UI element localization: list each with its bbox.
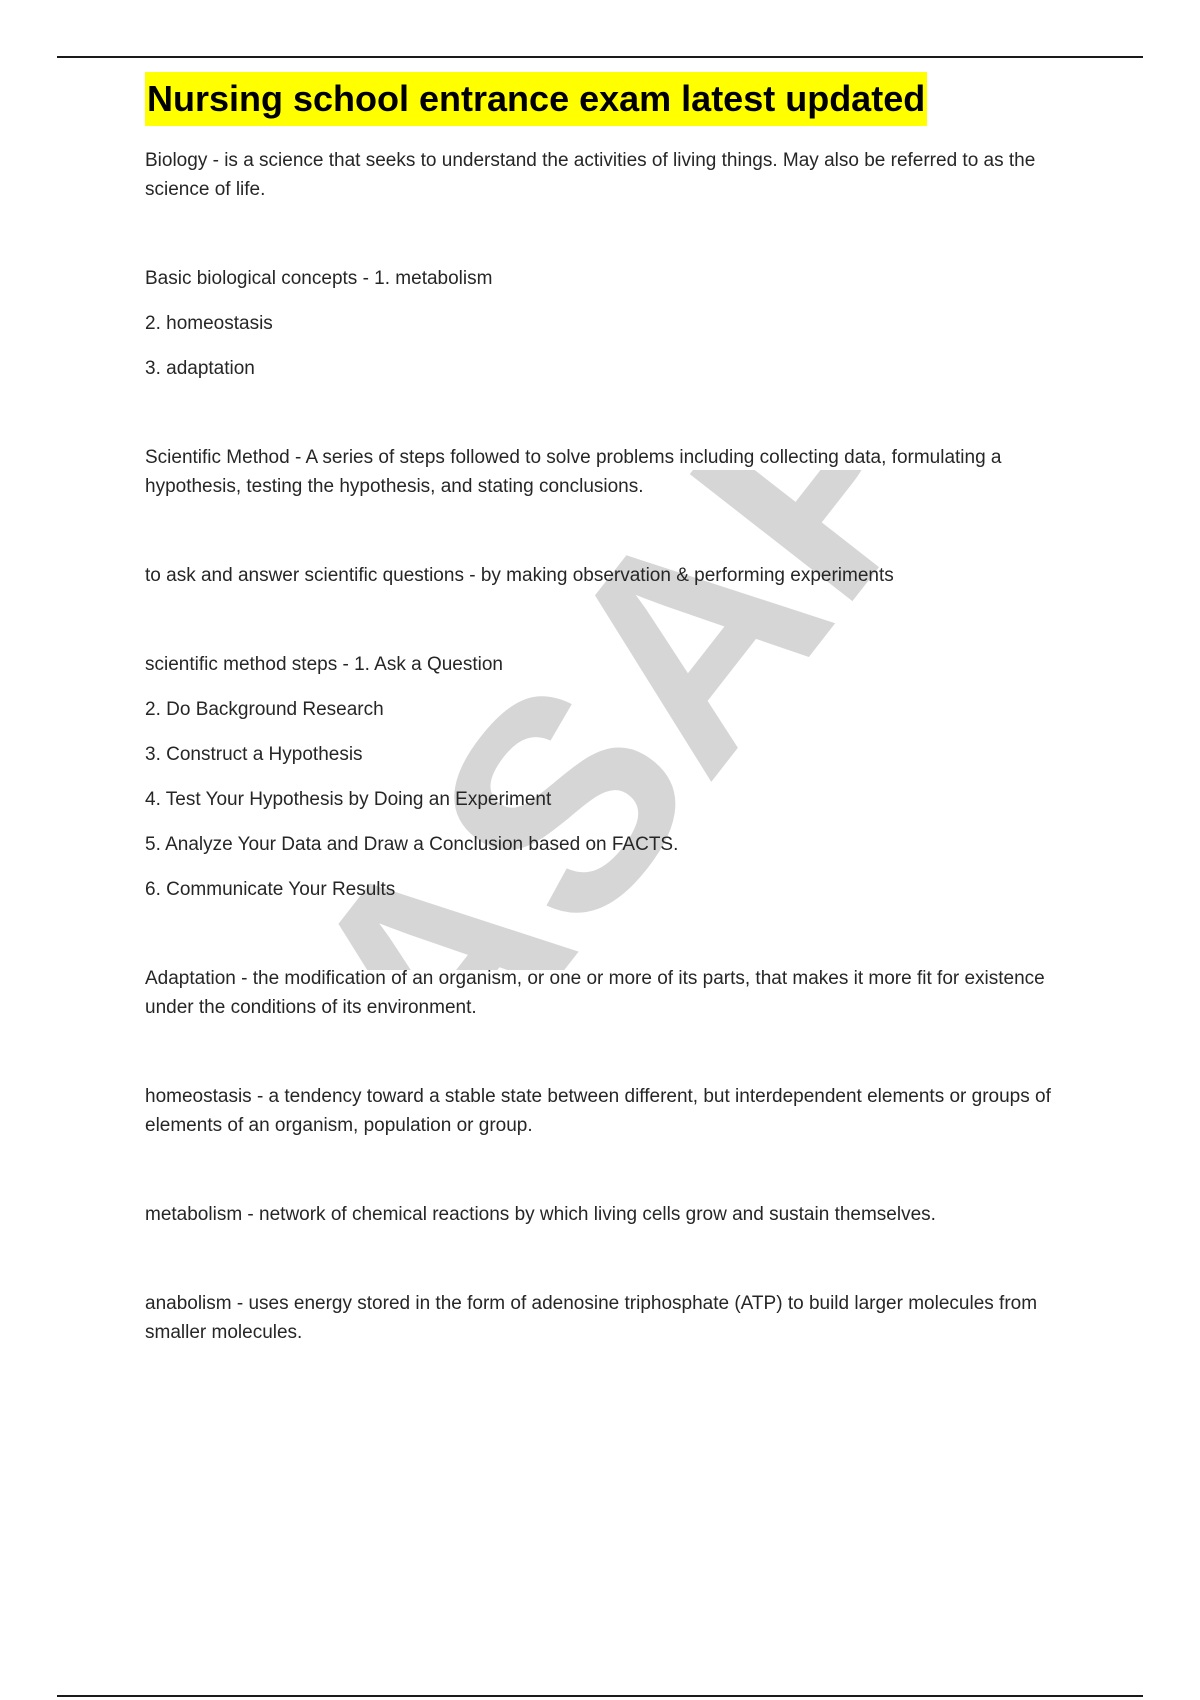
document-body xyxy=(145,72,1085,1347)
list-line: 3. Construct a Hypothesis xyxy=(145,744,363,765)
entry-text: Scientific Method - A series of steps followed to solve problems including collecting data, formulating a hypothesis, testing the hypothesis, and stating conclusions. xyxy=(145,447,1002,497)
entry-basic-concepts xyxy=(145,264,1085,383)
list-line: 2. homeostasis xyxy=(145,313,273,334)
list-line: scientific method steps - 1. Ask a Question xyxy=(145,654,504,675)
list-line: 6. Communicate Your Results xyxy=(145,879,396,900)
entry-adaptation xyxy=(145,964,1085,1022)
entry-text: metabolism - network of chemical reactions by which living cells grow and sustain themselves. xyxy=(145,1204,936,1225)
entry-scientific-questions xyxy=(145,561,1085,590)
bottom-rule xyxy=(57,1695,1143,1697)
entry-scientific-method xyxy=(145,443,1085,501)
top-rule xyxy=(57,56,1143,58)
list-line: 3. adaptation xyxy=(145,358,255,379)
entry-method-steps xyxy=(145,650,1085,904)
entry-text: to ask and answer scientific questions - by making observation & performing experiments xyxy=(145,565,894,586)
list-line: 4. Test Your Hypothesis by Doing an Experiment xyxy=(145,789,552,810)
entry-biology xyxy=(145,146,1085,204)
entry-anabolism xyxy=(145,1289,1085,1347)
page-title: Nursing school entrance exam latest updated xyxy=(145,72,927,126)
watermark-text: ASAP xyxy=(320,470,920,970)
entry-homeostasis xyxy=(145,1082,1085,1140)
entry-metabolism xyxy=(145,1200,1085,1229)
list-line: Basic biological concepts - 1. metabolism xyxy=(145,268,493,289)
list-line: 2. Do Background Research xyxy=(145,699,384,720)
entry-text: Biology - is a science that seeks to understand the activities of living things. May also be referred to as the science of life. xyxy=(145,150,1036,200)
entry-text: homeostasis - a tendency toward a stable state between different, but interdependent elements or groups of elements of an organism, population or group. xyxy=(145,1086,1051,1136)
entry-text: anabolism - uses energy stored in the form of adenosine triphosphate (ATP) to build larger molecules from smaller molecules. xyxy=(145,1293,1038,1343)
list-line: 5. Analyze Your Data and Draw a Conclusion based on FACTS. xyxy=(145,834,679,855)
entry-text: Adaptation - the modification of an organism, or one or more of its parts, that makes it more fit for existence under the conditions of its environment. xyxy=(145,968,1045,1018)
